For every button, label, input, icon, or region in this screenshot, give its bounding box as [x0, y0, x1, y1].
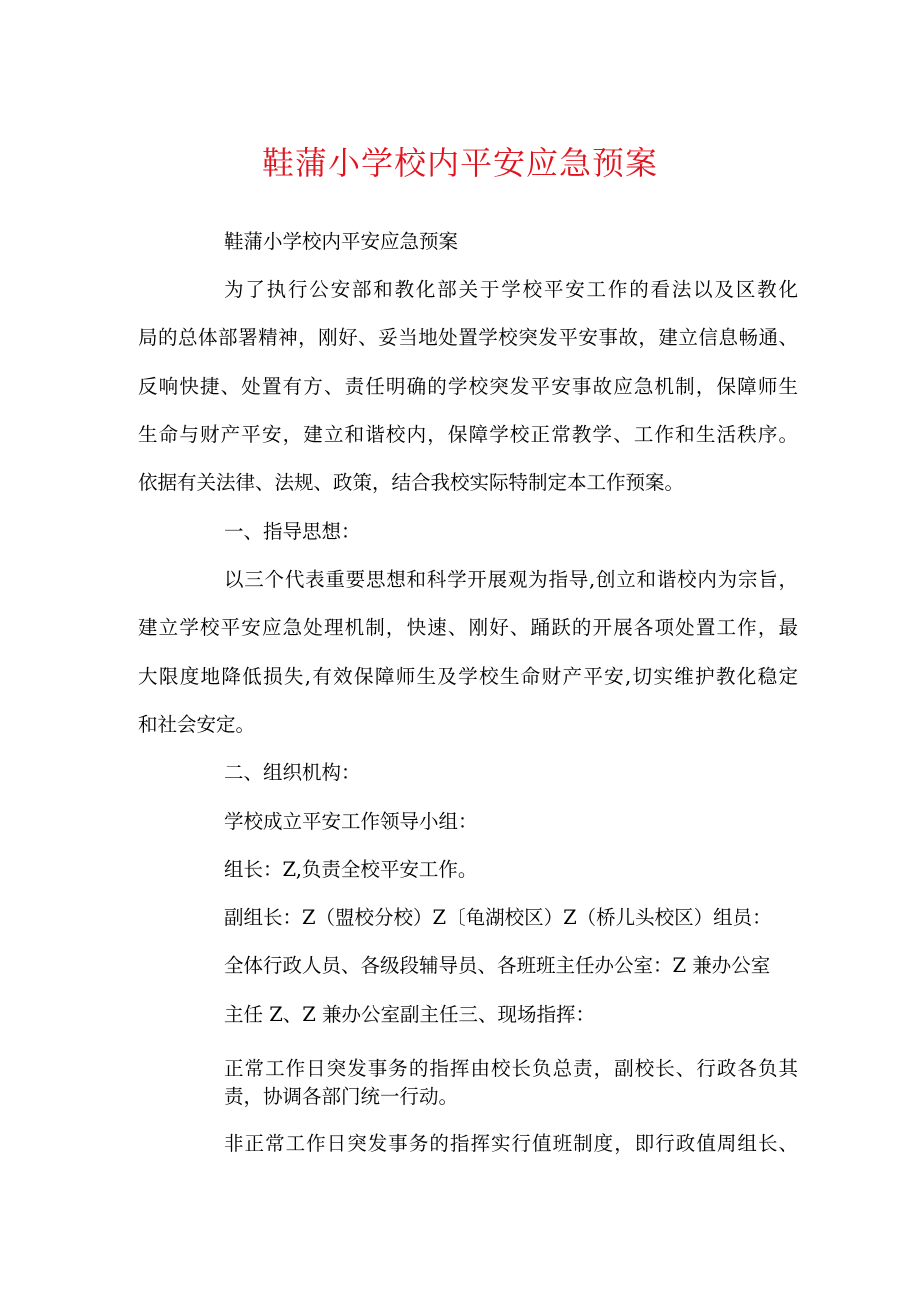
paragraph-line: 为了执行公安部和教化部关于学校平安工作的看法以及区教化 — [224, 278, 798, 301]
paragraph-line: 以三个代表重要思想和科学开展观为指导,创立和谐校内为宗旨， — [224, 568, 798, 591]
section-heading: 一、指导思想： — [224, 520, 361, 543]
paragraph-line: 非正常工作日突发事务的指挥实行值班制度，即行政值周组长、 — [224, 1132, 798, 1155]
paragraph-line: 建立学校平安应急处理机制，快速、刚好、踊跃的开展各项处置工作，最 — [138, 616, 798, 639]
paragraph-line: 学校成立平安工作领导小组： — [224, 810, 478, 833]
paragraph-line: 生命与财产平安，建立和谐校内，保障学校正常教学、工作和生活秩序。 — [138, 423, 798, 446]
subtitle-line: 鞋蒲小学校内平安应急预案 — [224, 230, 459, 253]
section-heading: 二、组织机构： — [224, 761, 361, 784]
paragraph-line: 反响快捷、处置有方、责任明确的学校突发平安事故应急机制，保障师生 — [138, 375, 798, 398]
paragraph-line: 局的总体部署精神，刚好、妥当地处置学校突发平安事故，建立信息畅通、 — [138, 326, 798, 349]
paragraph-line: 主任 Z、Z 兼办公室副主任三、现场指挥： — [224, 1003, 595, 1026]
paragraph-line: 大限度地降低损失,有效保障师生及学校生命财产平安,切实维护教化稳定 — [138, 665, 798, 688]
paragraph-line: 责，协调各部门统一行动。 — [224, 1085, 459, 1108]
paragraph-line: 依据有关法律、法规、政策，结合我校实际特制定本工作预案。 — [138, 471, 685, 494]
document-title: 鞋蒲小学校内平安应急预案 — [261, 144, 658, 182]
paragraph-line: 组长：Z,负责全校平安工作。 — [224, 858, 478, 881]
paragraph-line: 副组长：Z（盟校分校）Z〔龟湖校区）Z（桥儿头校区）组员： — [224, 906, 772, 929]
paragraph-line: 全体行政人员、各级段辅导员、各班班主任办公室：Z 兼办公室 — [224, 954, 771, 977]
paragraph-line: 和社会安定。 — [138, 713, 256, 736]
paragraph-line: 正常工作日突发事务的指挥由校长负总责，副校长、行政各负其 — [224, 1057, 798, 1080]
